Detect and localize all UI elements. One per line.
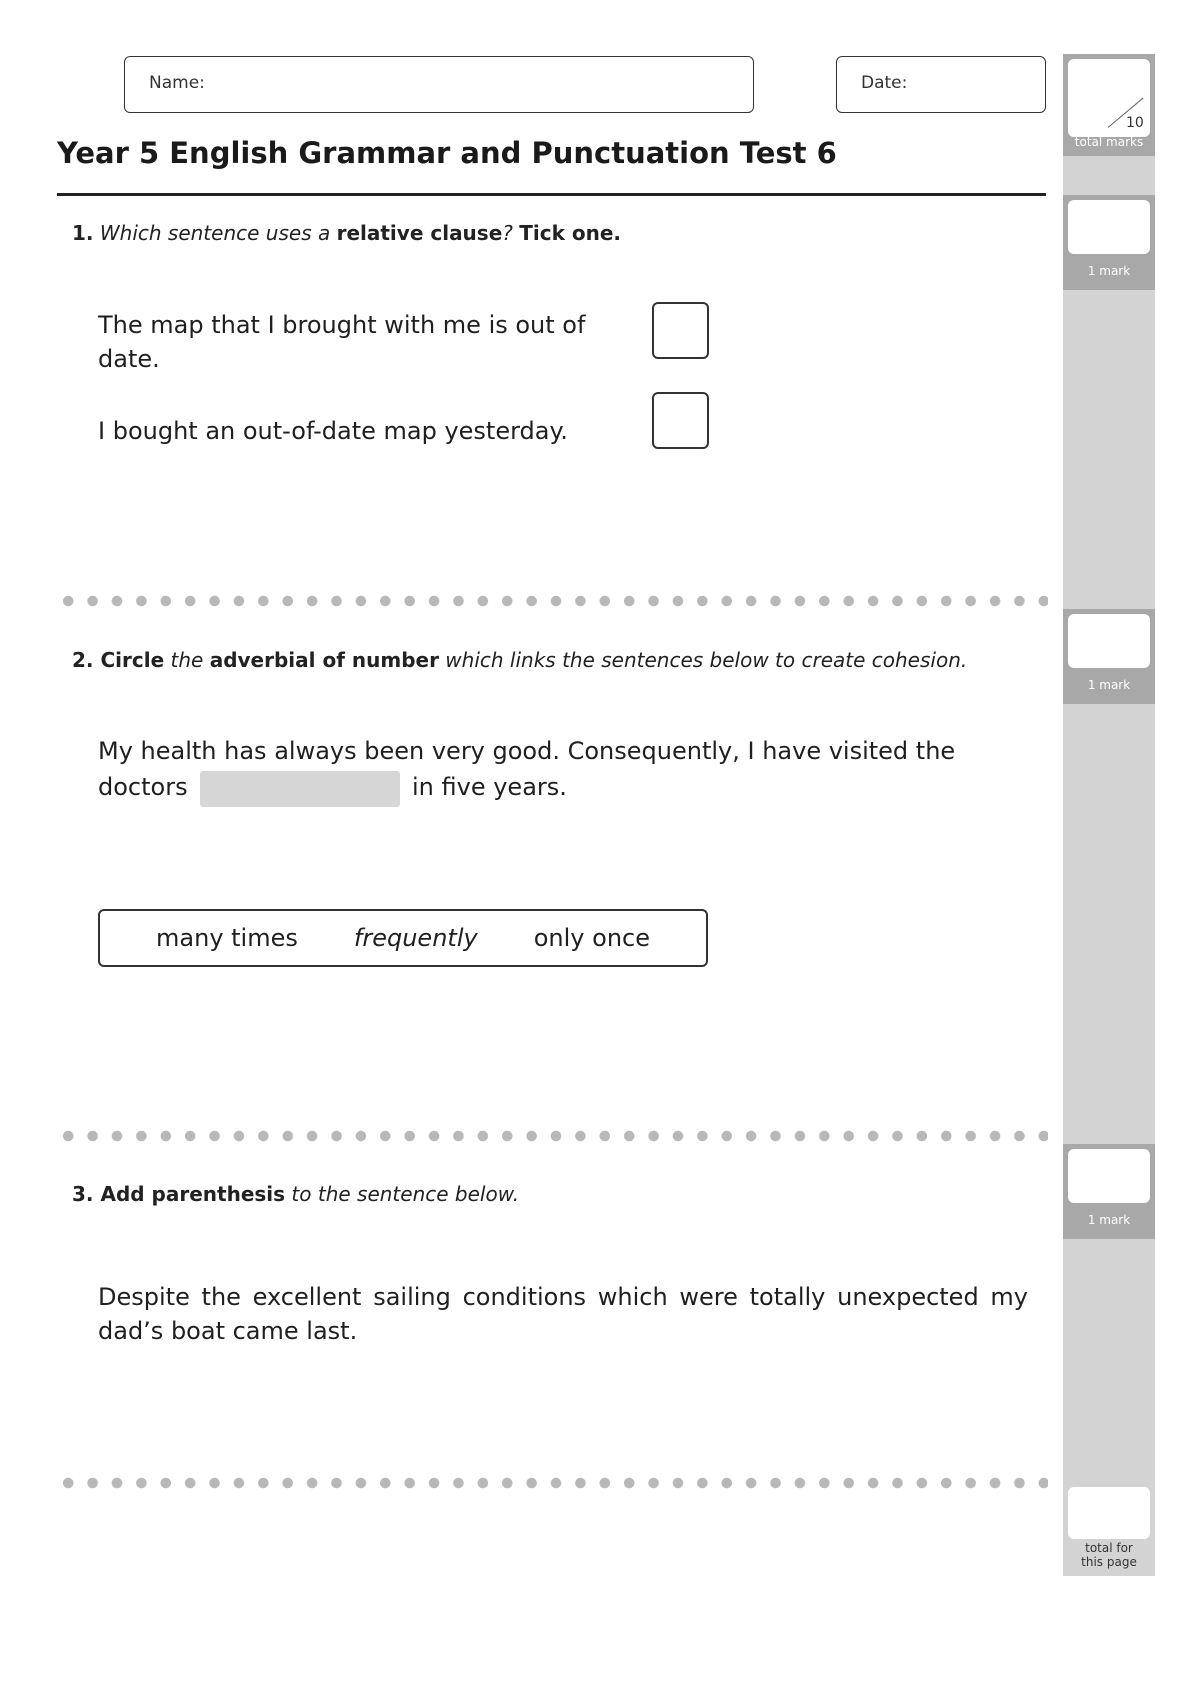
q2-prompt: 2. Circle the adverbial of number which links the sentences below to create cohesion. xyxy=(72,648,968,672)
total-marks-box[interactable] xyxy=(1068,59,1150,137)
section-divider-3 xyxy=(56,1477,1048,1489)
section-divider-2 xyxy=(56,1130,1048,1142)
q1-option-2-text: I bought an out-of-date map yesterday. xyxy=(98,417,568,445)
q2-sentence-end: in five years. xyxy=(412,773,567,801)
q2-mark-label: 1 mark xyxy=(1087,678,1131,692)
page-total-box[interactable] xyxy=(1068,1487,1150,1539)
word-option-only-once[interactable]: only once xyxy=(533,924,650,952)
q1-option-1-text: The map that I brought with me is out of date. xyxy=(98,311,586,373)
q2-sentence-doctors: doctors xyxy=(98,773,188,801)
q1-option-2-tickbox[interactable] xyxy=(652,392,709,449)
page-title: Year 5 English Grammar and Punctuation Test 6 xyxy=(57,136,837,170)
q1-mark-label: 1 mark xyxy=(1087,264,1131,278)
q2-mark-box[interactable] xyxy=(1068,614,1150,668)
q3-mark-box[interactable] xyxy=(1068,1149,1150,1203)
q2-answer-gap[interactable] xyxy=(200,771,400,807)
date-field[interactable] xyxy=(836,56,1046,113)
page-total-label: total for this page xyxy=(1081,1541,1137,1569)
q1-mark-box[interactable] xyxy=(1068,200,1150,254)
title-underline xyxy=(57,193,1046,196)
name-label: Name: xyxy=(149,73,205,93)
q2-word-bank xyxy=(98,909,708,967)
q1-prompt: 1. Which sentence uses a relative clause? Tick one. xyxy=(72,221,622,245)
section-divider-1 xyxy=(56,595,1048,607)
total-marks-label: total marks xyxy=(1074,135,1144,149)
q3-sentence: Despite the excellent sailing conditions which were totally unexpected my dad’s boat came last. xyxy=(98,1283,1028,1345)
q3-prompt: 3. Add parenthesis to the sentence below. xyxy=(72,1182,520,1206)
name-field[interactable] xyxy=(124,56,754,113)
q3-mark-label: 1 mark xyxy=(1087,1213,1131,1227)
word-option-many-times[interactable]: many times xyxy=(156,924,298,952)
date-label: Date: xyxy=(861,73,908,93)
q2-sentence-line-1: My health has always been very good. Consequently, I have visited the xyxy=(98,737,956,765)
q1-option-1-tickbox[interactable] xyxy=(652,302,709,359)
word-option-frequently[interactable]: frequently xyxy=(353,924,478,952)
total-marks-value: 10 xyxy=(1126,115,1144,131)
